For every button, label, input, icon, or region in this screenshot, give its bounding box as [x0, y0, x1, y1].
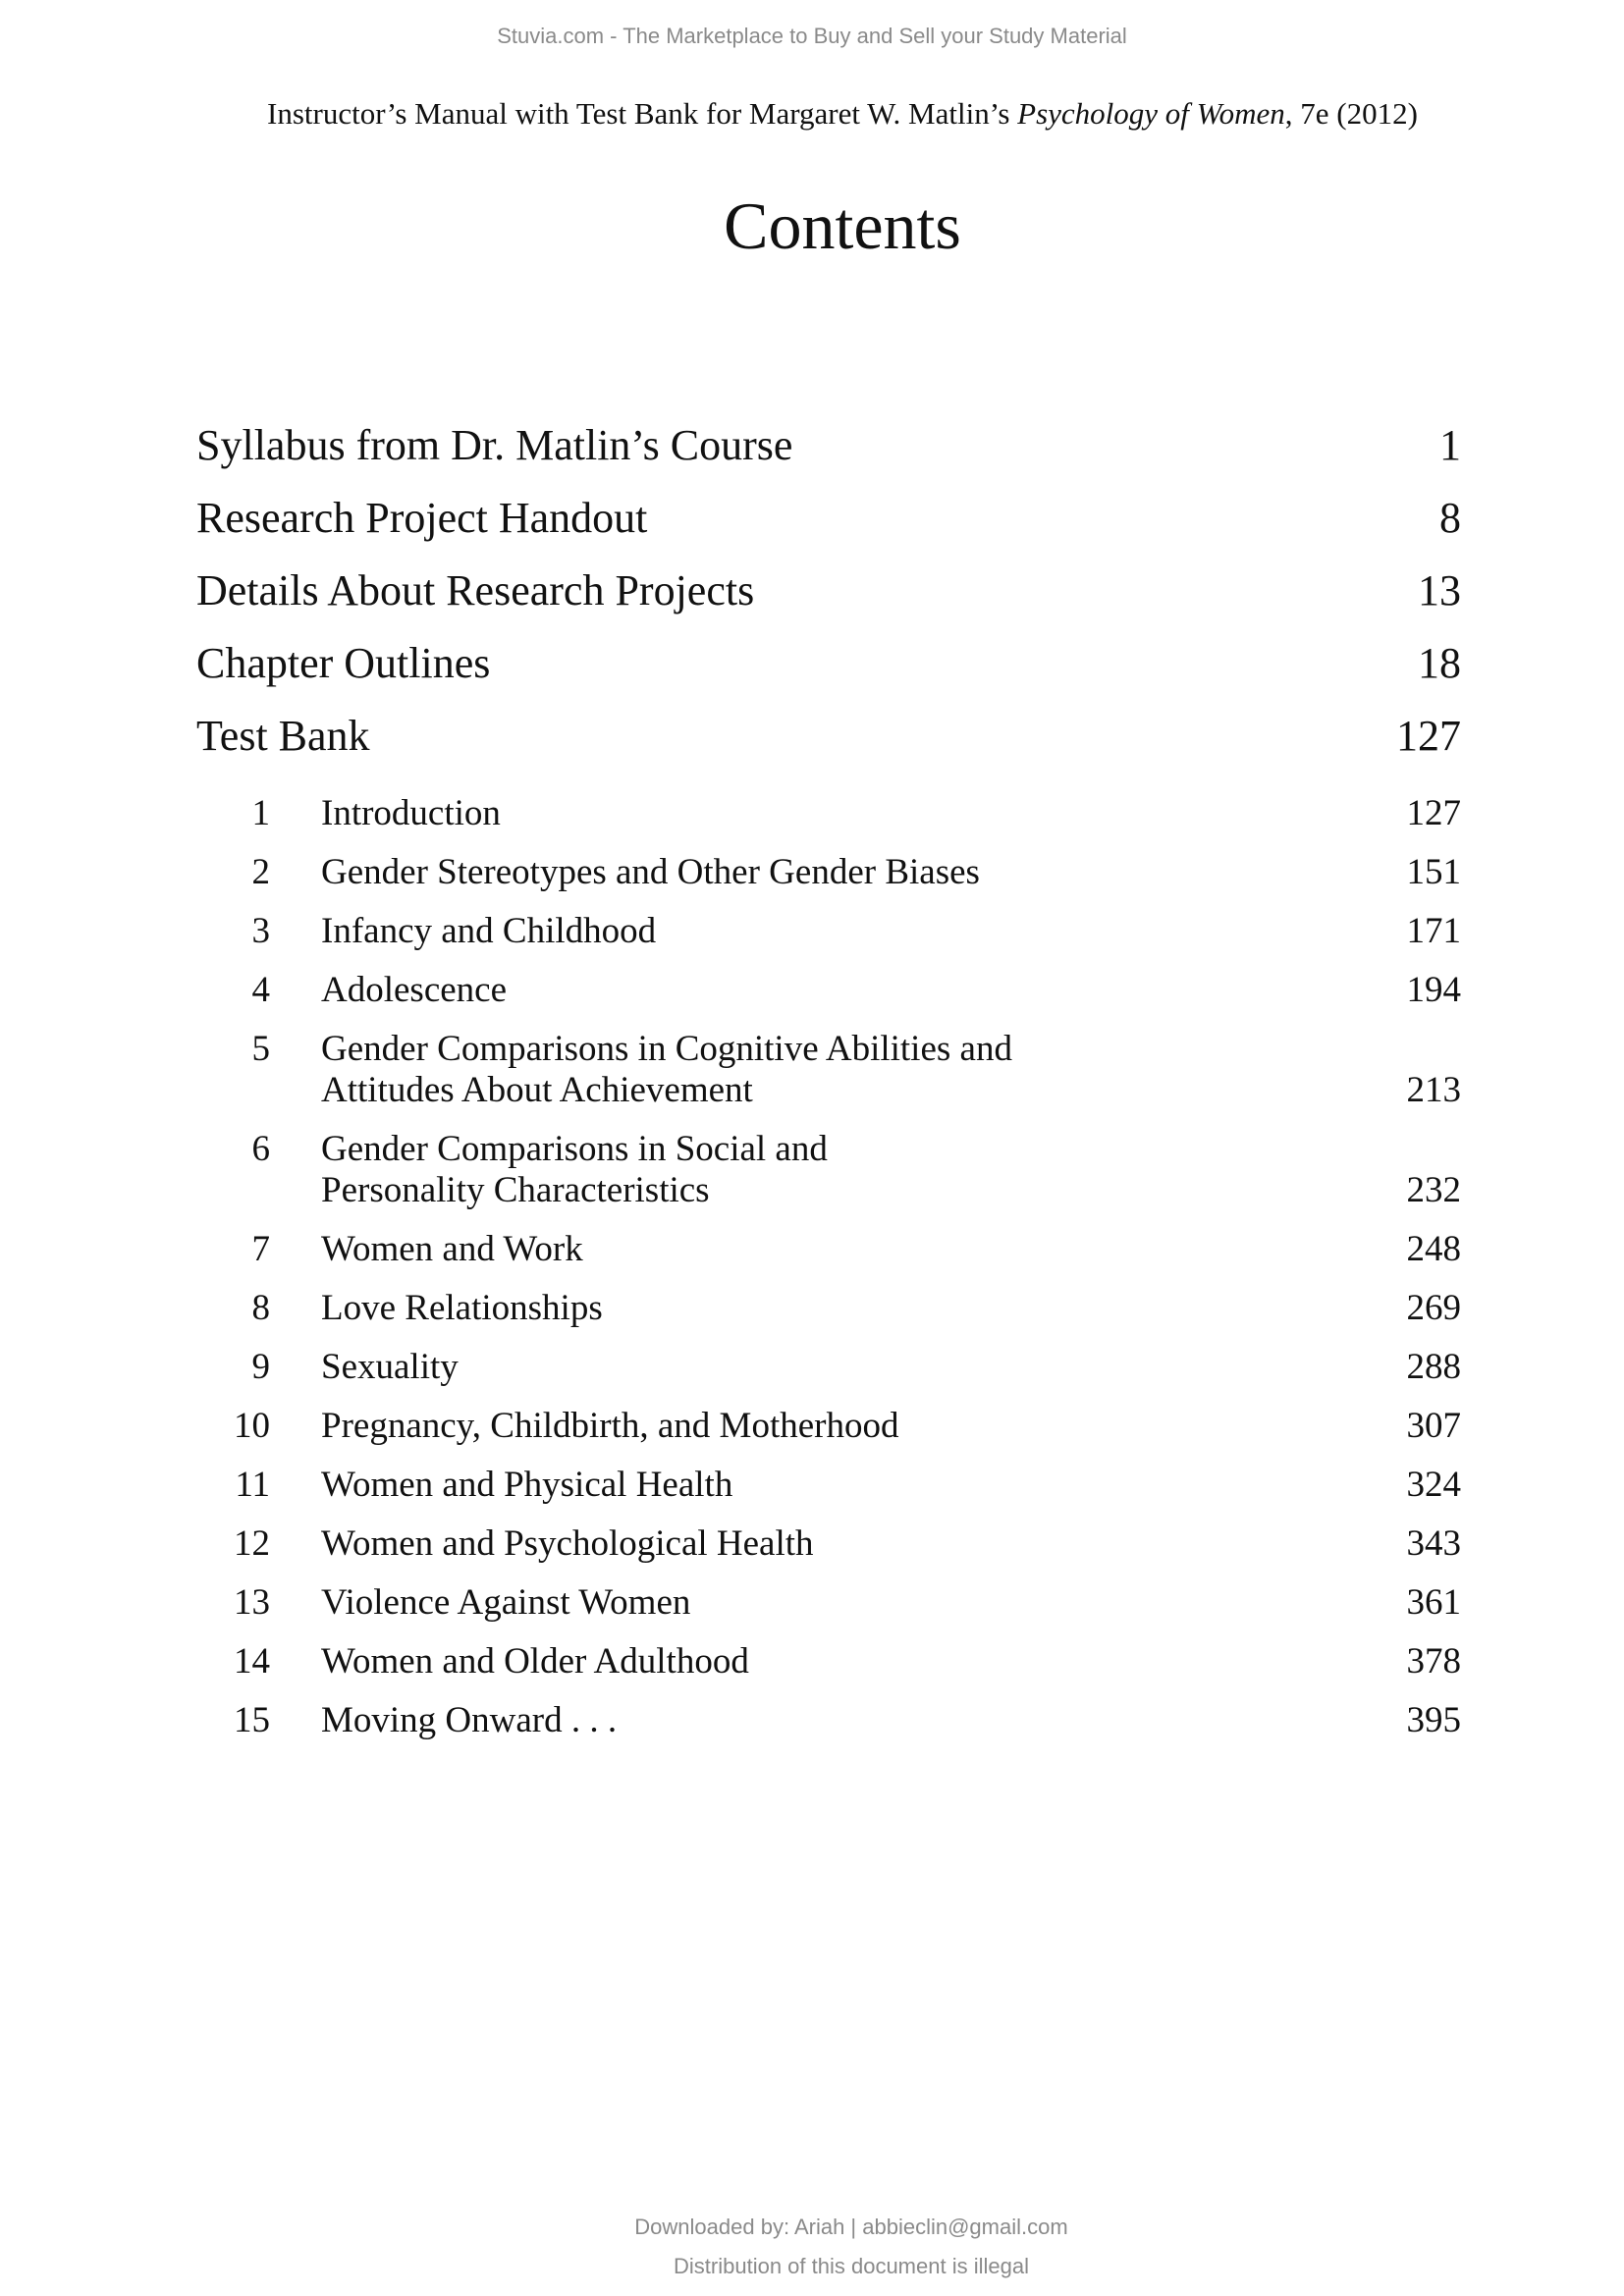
header-book-title: Psychology of Women: [1017, 96, 1285, 131]
toc-chapter-entry[interactable]: [196, 1288, 1461, 1329]
chapter-title-line: Introduction: [321, 793, 501, 833]
chapter-title: [270, 1465, 1343, 1506]
toc-main-entry[interactable]: [196, 421, 1461, 469]
chapter-title-line: Personality Characteristics: [321, 1170, 710, 1210]
chapter-page: 171: [1406, 911, 1461, 951]
chapter-title: [270, 1700, 1343, 1741]
chapter-title-line: Women and Work: [321, 1229, 583, 1269]
toc-chapter-entry[interactable]: [196, 1229, 1461, 1270]
header-suffix: , 7e (2012): [1284, 96, 1418, 131]
chapter-title-line: Gender Comparisons in Social and: [321, 1129, 828, 1169]
chapter-page: 232: [1406, 1170, 1461, 1210]
chapter-page: 395: [1406, 1700, 1461, 1740]
chapter-number: 12: [234, 1523, 270, 1564]
chapter-page: 343: [1406, 1523, 1461, 1564]
chapter-title: [270, 793, 1343, 834]
chapter-page: 151: [1406, 852, 1461, 892]
toc-chapter-entry[interactable]: [196, 1523, 1461, 1565]
header-prefix: Instructor’s Manual with Test Bank for Margaret W. Matlin’s: [267, 96, 1018, 131]
chapter-page: 248: [1406, 1229, 1461, 1269]
toc-chapter-entry[interactable]: [196, 852, 1461, 893]
page-title: Contents: [724, 188, 961, 263]
toc-chapter-entry[interactable]: [196, 1465, 1461, 1506]
toc-main-entry[interactable]: [196, 494, 1461, 542]
footer-downloaded-by: Downloaded by: Ariah | abbieclin@gmail.com: [634, 2215, 1068, 2239]
chapter-title: [270, 970, 1343, 1011]
chapter-title: [270, 1523, 1343, 1565]
chapter-number: 14: [234, 1641, 270, 1682]
chapter-title: [270, 1582, 1343, 1624]
chapter-page: 307: [1406, 1406, 1461, 1446]
chapter-title: [270, 1641, 1343, 1682]
chapter-number: 11: [235, 1465, 270, 1505]
chapter-title-line: Violence Against Women: [321, 1582, 691, 1623]
chapter-title-line: Sexuality: [321, 1347, 459, 1387]
chapter-title: [270, 1347, 1343, 1388]
chapter-title-line: Love Relationships: [321, 1288, 603, 1328]
chapter-number: 2: [251, 852, 270, 892]
toc-entry-page: 127: [1396, 712, 1461, 760]
chapter-page: 378: [1406, 1641, 1461, 1682]
toc-entry-page: 13: [1418, 566, 1461, 614]
toc-chapter-entry[interactable]: [196, 1700, 1461, 1741]
chapter-number: 10: [234, 1406, 270, 1446]
footer-distribution-notice: Distribution of this document is illegal: [674, 2254, 1029, 2278]
toc-main-entry[interactable]: [196, 639, 1461, 687]
chapter-title-line: Gender Comparisons in Cognitive Abilities and: [321, 1029, 1012, 1069]
toc-entry-page: 18: [1418, 639, 1461, 687]
chapter-title-line: Adolescence: [321, 970, 508, 1010]
chapter-title: [270, 852, 1343, 893]
toc-entry-title: Details About Research Projects: [196, 566, 755, 614]
chapter-number: 1: [251, 793, 270, 833]
chapter-title: [270, 1288, 1343, 1329]
toc-chapter-entry[interactable]: [196, 1129, 1461, 1211]
chapter-title-line: Women and Physical Health: [321, 1465, 733, 1505]
chapter-page: 127: [1406, 793, 1461, 833]
chapter-number: 9: [251, 1347, 270, 1387]
toc-entry-title: Chapter Outlines: [196, 639, 491, 687]
toc-chapter-entry[interactable]: [196, 1347, 1461, 1388]
chapter-number: 6: [251, 1129, 270, 1169]
chapter-number: 4: [251, 970, 270, 1010]
chapter-title-line: Infancy and Childhood: [321, 911, 657, 951]
chapter-number: 7: [251, 1229, 270, 1269]
chapter-page: 361: [1406, 1582, 1461, 1623]
chapter-title: [270, 1229, 1343, 1270]
chapter-title-line: Women and Older Adulthood: [321, 1641, 749, 1682]
chapter-title-line: Women and Psychological Health: [321, 1523, 814, 1564]
toc-entry-title: Research Project Handout: [196, 494, 648, 542]
running-header: [0, 96, 1624, 132]
chapter-title: [270, 1029, 1343, 1111]
toc-main-entry[interactable]: [196, 712, 1461, 760]
chapter-title: [270, 1129, 1343, 1211]
toc-entry-title: Test Bank: [196, 712, 370, 760]
chapter-page: 269: [1406, 1288, 1461, 1328]
chapter-title-line: Moving Onward . . .: [321, 1700, 618, 1740]
chapter-title: [270, 1406, 1343, 1447]
chapter-number: 13: [234, 1582, 270, 1623]
toc-chapter-entry[interactable]: [196, 1582, 1461, 1624]
chapter-title-line: Attitudes About Achievement: [321, 1070, 753, 1110]
chapter-number: 3: [251, 911, 270, 951]
chapter-number: 15: [234, 1700, 270, 1740]
toc-main-entry[interactable]: [196, 566, 1461, 614]
chapter-number: 5: [251, 1029, 270, 1069]
toc-chapter-entry[interactable]: [196, 793, 1461, 834]
chapter-title: [270, 911, 1343, 952]
toc-chapter-entry[interactable]: [196, 1406, 1461, 1447]
chapter-title-line: Gender Stereotypes and Other Gender Biases: [321, 852, 980, 892]
chapter-title-line: Pregnancy, Childbirth, and Motherhood: [321, 1406, 899, 1446]
chapter-number: 8: [251, 1288, 270, 1328]
watermark-header: Stuvia.com - The Marketplace to Buy and Sell your Study Material: [497, 24, 1127, 48]
chapter-page: 194: [1406, 970, 1461, 1010]
chapter-page: 324: [1406, 1465, 1461, 1505]
toc-entry-title: Syllabus from Dr. Matlin’s Course: [196, 421, 793, 469]
toc-chapter-entry[interactable]: [196, 1029, 1461, 1111]
toc-chapter-entry[interactable]: [196, 1641, 1461, 1682]
toc-chapter-entry[interactable]: [196, 911, 1461, 952]
toc-entry-page: 8: [1439, 494, 1461, 542]
toc-chapter-entry[interactable]: [196, 970, 1461, 1011]
chapter-page: 288: [1406, 1347, 1461, 1387]
toc-entry-page: 1: [1439, 421, 1461, 469]
chapter-page: 213: [1406, 1070, 1461, 1110]
